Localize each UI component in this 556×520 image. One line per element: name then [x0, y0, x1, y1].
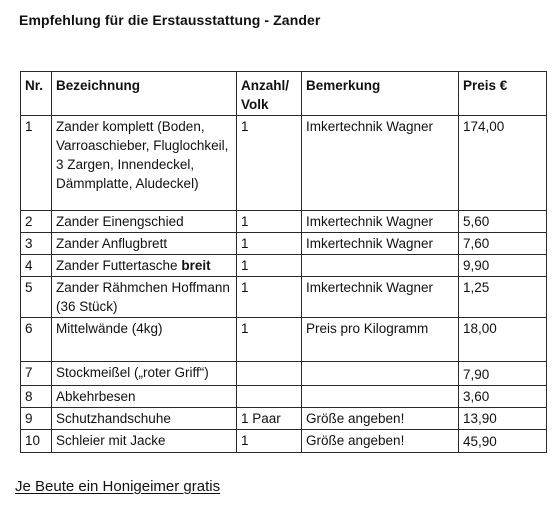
cell-preis: 7,90: [459, 362, 547, 386]
cell-bezeichnung-text: Zander Futtertasche: [56, 258, 178, 273]
header-bezeichnung: Bezeichnung: [52, 72, 237, 116]
cell-preis: 13,90: [459, 408, 547, 430]
page-title: Empfehlung für die Erstausstattung - Zander: [19, 12, 321, 28]
cell-preis: 3,60: [459, 386, 547, 408]
cell-nr: 8: [21, 386, 52, 408]
cell-bezeichnung: Schutzhandschuhe: [52, 408, 237, 430]
cell-bemerkung: Imkertechnik Wagner: [302, 233, 459, 255]
cell-anzahl: 1: [237, 430, 302, 453]
table-row: [21, 116, 547, 211]
header-preis: Preis €: [459, 72, 547, 116]
cell-nr: 6: [21, 318, 52, 362]
cell-anzahl: 1: [237, 318, 302, 362]
cell-preis: 1,25: [459, 277, 547, 318]
cell-preis: 5,60: [459, 211, 547, 233]
cell-bezeichnung: Abkehrbesen: [52, 386, 237, 408]
cell-preis: 9,90: [459, 255, 547, 277]
table-row: [21, 386, 547, 408]
cell-bemerkung: [302, 255, 459, 277]
cell-bemerkung: Größe angeben!: [302, 408, 459, 430]
header-bemerkung: Bemerkung: [302, 72, 459, 116]
cell-preis: 174,00: [459, 116, 547, 211]
cell-bezeichnung: Schleier mit Jacke: [52, 430, 237, 453]
cell-anzahl: 1: [237, 233, 302, 255]
cell-bemerkung: Imkertechnik Wagner: [302, 277, 459, 318]
cell-bezeichnung: Zander Anflugbrett: [52, 233, 237, 255]
table-row: [21, 255, 547, 277]
cell-bezeichnung: Stockmeißel („roter Griff“): [52, 362, 237, 386]
header-nr: Nr.: [21, 72, 52, 116]
cell-anzahl: [237, 362, 302, 386]
cell-anzahl: 1: [237, 255, 302, 277]
table-row: [21, 233, 547, 255]
cell-bezeichnung: Zander Einengschied: [52, 211, 237, 233]
table-header-row: [21, 72, 547, 116]
cell-anzahl: 1 Paar: [237, 408, 302, 430]
cell-nr: 10: [21, 430, 52, 453]
cell-preis: 45,90: [459, 430, 547, 453]
cell-nr: 2: [21, 211, 52, 233]
table-row: [21, 318, 547, 362]
cell-bemerkung: Größe angeben!: [302, 430, 459, 453]
cell-bemerkung: [302, 362, 459, 386]
cell-bezeichnung: Mittelwände (4kg): [52, 318, 237, 362]
footer-note: Je Beute ein Honigeimer gratis: [15, 478, 221, 495]
cell-bezeichnung: Zander komplett (Boden, Varroaschieber, Fluglochkeil, 3 Zargen, Innendeckel, Dämmplatte, Aludeckel): [52, 116, 237, 211]
cell-bezeichnung-bold: breit: [181, 258, 211, 273]
cell-bemerkung: Imkertechnik Wagner: [302, 211, 459, 233]
cell-bezeichnung: Zander Rähmchen Hoffmann (36 Stück): [52, 277, 237, 318]
cell-nr: 3: [21, 233, 52, 255]
cell-preis: 18,00: [459, 318, 547, 362]
cell-nr: 1: [21, 116, 52, 211]
equipment-table: [20, 71, 547, 453]
cell-bemerkung: Preis pro Kilogramm: [302, 318, 459, 362]
cell-nr: 7: [21, 362, 52, 386]
cell-bemerkung: [302, 386, 459, 408]
cell-preis: 7,60: [459, 233, 547, 255]
cell-nr: 5: [21, 277, 52, 318]
table-row: [21, 211, 547, 233]
table-row: [21, 408, 547, 430]
header-anzahl: Anzahl/ Volk: [237, 72, 302, 116]
table-row: [21, 362, 547, 386]
table-row: [21, 430, 547, 453]
cell-anzahl: [237, 386, 302, 408]
cell-anzahl: 1: [237, 116, 302, 211]
cell-nr: 9: [21, 408, 52, 430]
table-row: [21, 277, 547, 318]
cell-anzahl: 1: [237, 277, 302, 318]
cell-anzahl: 1: [237, 211, 302, 233]
cell-nr: 4: [21, 255, 52, 277]
cell-bezeichnung: [52, 255, 237, 277]
cell-bemerkung: Imkertechnik Wagner: [302, 116, 459, 211]
